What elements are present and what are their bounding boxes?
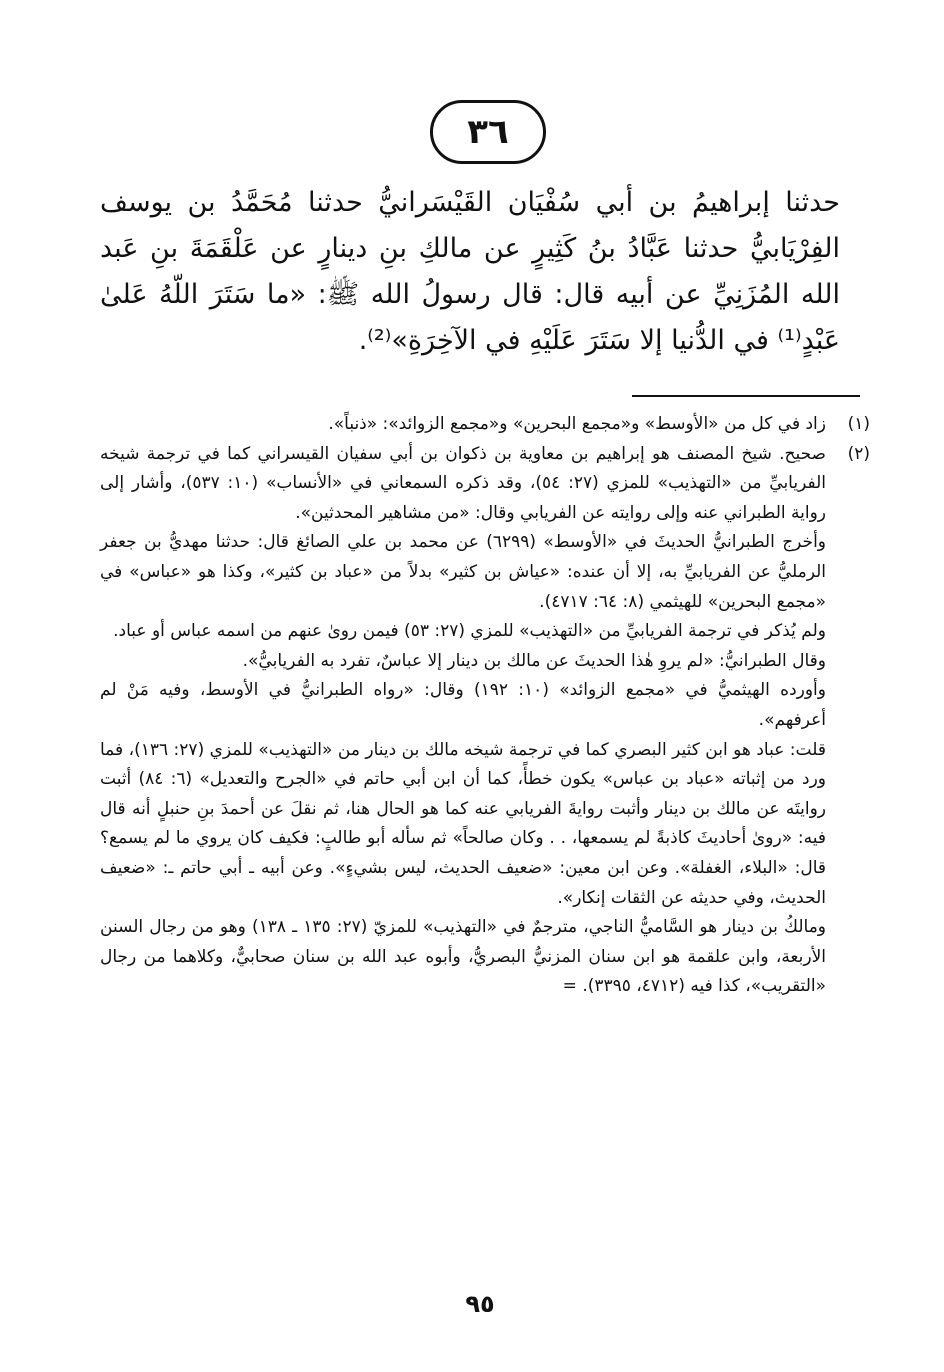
footnote-number: (٢): [847, 443, 870, 464]
hadith-text: [100, 180, 840, 364]
footnote-paragraph: ولم يُذكر في ترجمة الفريابيِّ من «التهذيب» للمزي (٢٧: ٥٣) فيمن روىٰ عنهم من اسمه عباس أو عباد.: [113, 621, 826, 642]
hadith-paragraph: حدثنا إبراهيمُ بن أبي سُفْيَان القَيْسَرانيُّ حدثنا مُحَمَّدُ بن يوسف الفِرْيَابيُّ حدثنا عَبَّادُ بنُ كَثِيرٍ عن مالكِ بنِ دينارٍ عن عَلْقَمَةَ بنِ عَبد الله المُزَنِيِّ عن أبيه قال: قال رسولُ الله ﷺ: «ما سَتَرَ اللّهُ عَلىٰ عَبْدٍ⁽¹⁾ في الدُّنيا إلا سَتَرَ عَلَيْهِ في الآخِرَةِ»⁽²⁾.: [100, 187, 840, 356]
footnote-divider: [632, 395, 860, 397]
footnote-body: [100, 410, 826, 440]
hadith-number: ٣٦: [467, 112, 509, 152]
page-number: ٩٥: [465, 1290, 495, 1318]
footnote-1: [100, 410, 870, 440]
footnote-paragraph: وقال الطبرانيُّ: «لم يروِ هٰذا الحديثَ عن مالك بن دينار إلا عباسٌ، تفرد به الفريابيُّ».: [242, 650, 826, 671]
footnote-number: (١): [847, 414, 870, 434]
footnote-paragraph: صحيح. شيخ المصنف هو إبراهيم بن معاوية بن ذكوان بن أبي سفيان القيسراني كما في ترجمة شيخه الفريابيِّ من «التهذيب» للمزي (٢٧: ٥٤)، وقد ذكره السمعاني في «الأنساب» (١٠: ٥٣٧)، وأشار إلى رواية الطبراني عنه وإلى روايته عن الفريابي وقال: «من مشاهير المحدثين».: [100, 443, 826, 523]
footnote-body: [100, 440, 826, 1002]
footnote-2: [100, 440, 870, 1002]
footnote-paragraph: ومالكُ بن دينار هو السَّاميُّ الناجي، مترجمٌ في «التهذيب» للمزيّ (٢٧: ١٣٥ ـ ١٣٨) وهو من رجال السنن الأربعة، وابن علقمة هو ابن سنان المزنيُّ البصريُّ، وأبوه عبد الله بن سنان صحابيٌّ، وكلاهما من رجال «التقريب»، كذا فيه (٤٧١٢، ٣٣٩٥). =: [100, 917, 827, 997]
hadith-number-badge: [430, 100, 546, 164]
footnote-paragraph: زاد في كل من «الأوسط» و«مجمع البحرين» و«مجمع الزوائد»: «ذنباً».: [328, 414, 826, 434]
footnote-paragraph: وأورده الهيثميُّ في «مجمع الزوائد» (١٠: ١٩٢) وقال: «رواه الطبرانيُّ في الأوسط، وفيه مَنْ لم أعرفهم».: [100, 680, 826, 730]
footnote-paragraph: وأخرج الطبرانيُّ الحديثَ في «الأوسط» (٦٢٩٩) عن محمد بن علي الصائغ قال: حدثنا مهديُّ بن جعفر الرمليُّ عن الفريابيِّ به، إلا أن عنده: «عياش بن كثير» بدلاً من «عباد بن كثير»، وكذا هو «عباس» في «مجمع البحرين» للهيثمي (٨: ٦٤: ٤٧١٧).: [100, 532, 826, 612]
footnote-paragraph: قلت: عباد هو ابن كثير البصري كما في ترجمة شيخه مالك بن دينار من «التهذيب» للمزي (٢٧: ١٣٦)، فما ورد من إثباته «عباد بن عباس» يكون خطأً، كما أن ابن أبي حاتم في «الجرح والتعديل» (٦: ٨٤) أثبت روايتَه عن مالك بن دينار وأثبت روايةَ الفريابي عنه كما هو الحال هنا، ثم نقلَ عن أحمدَ بنِ حنبلٍ أنه قال فيه: «روىٰ أحاديثَ كاذبةً لم يسمعها، . . وكان صالحاً» ثم سأله أبو طالبٍ: فكيف كان يروي ما لم يسمع؟ قال: «البلاء، الغفلة». وعن ابن معين: «ضعيف الحديث، ليس بشيءٍ». وعن أبيه ـ أبي حاتم ـ: «ضعيف الحديث، وفي حديثه عن الثقات إنكار».: [100, 739, 826, 908]
footnotes: [100, 410, 870, 1002]
